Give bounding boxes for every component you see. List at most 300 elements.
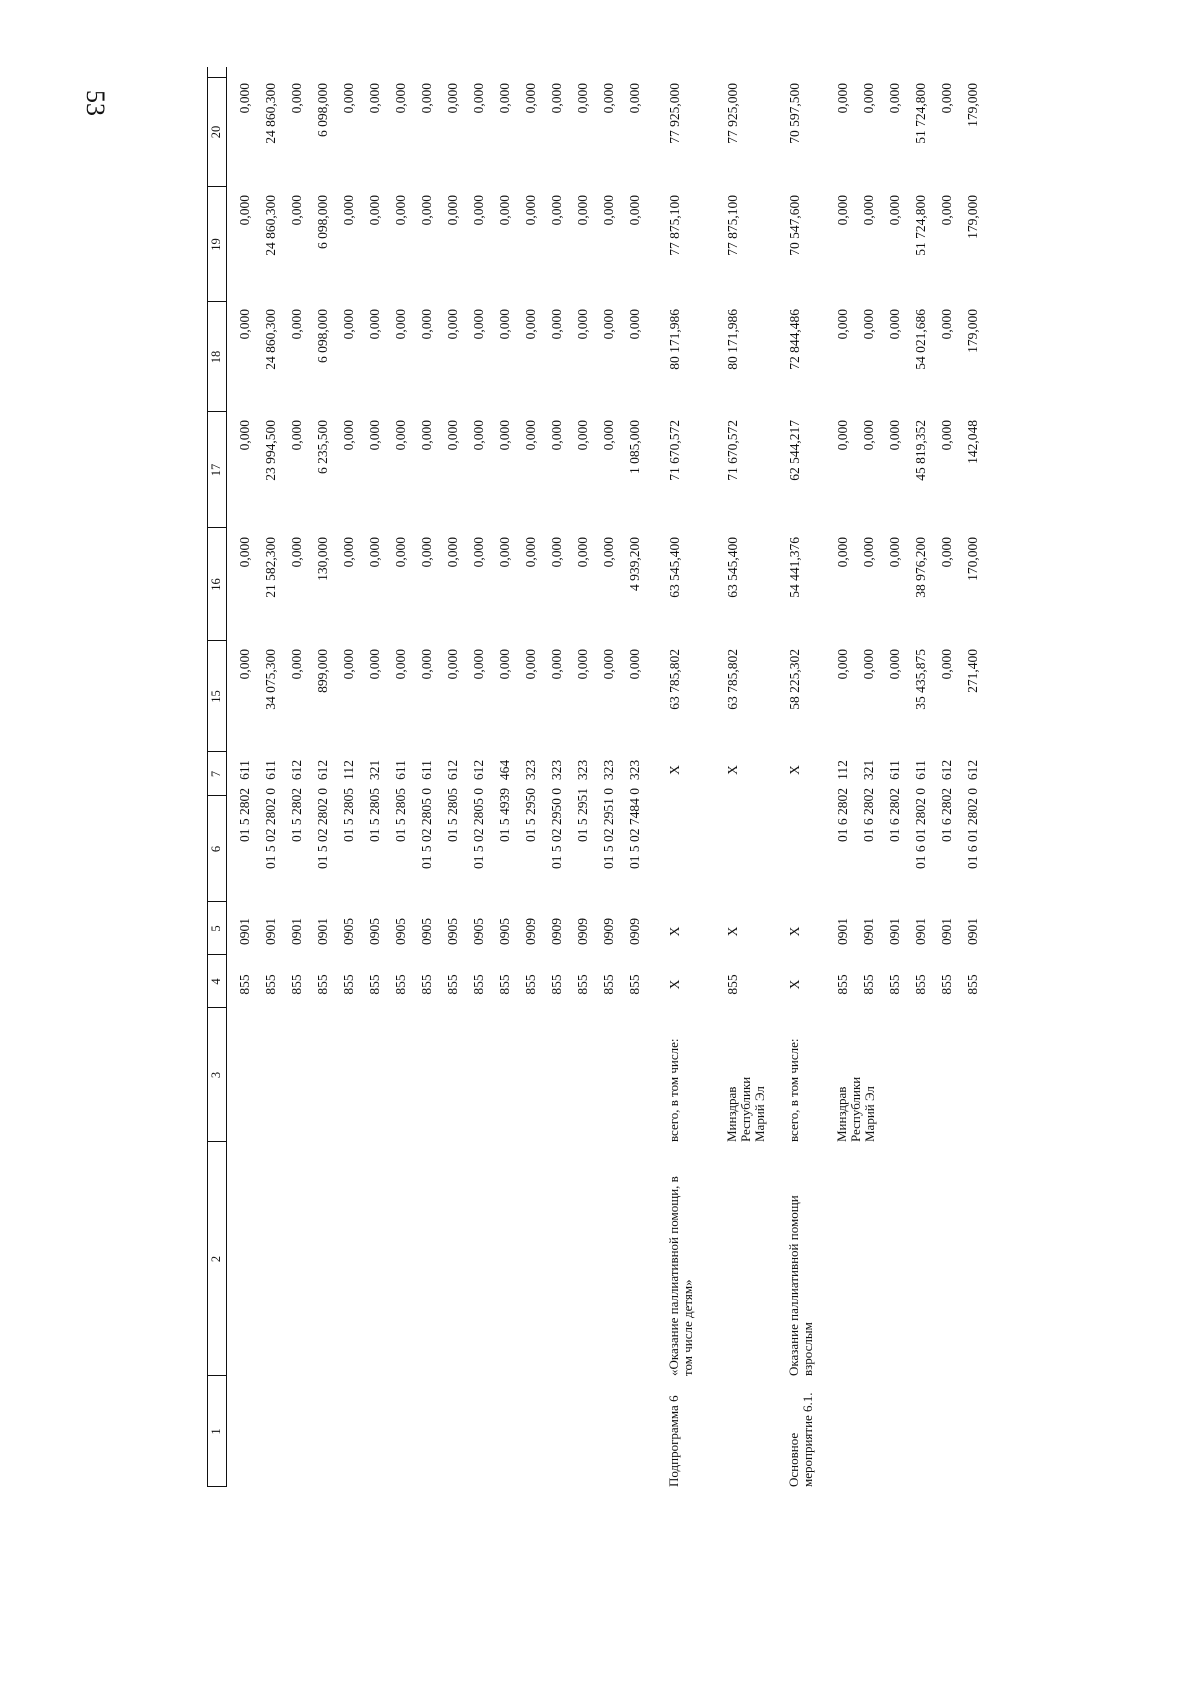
cell-c17: 1 085,000 [627,420,642,474]
cell-c18: 0,000 [939,309,954,340]
cell-c18: 6 098,000 [315,309,330,363]
cell-c15: 34 075,300 [263,649,278,710]
cell-c7: 611 [393,760,408,780]
cell-c15: 0,000 [471,649,486,680]
cell-c6: 01 5 02 2950 0 [549,788,564,869]
table-row [497,67,525,1487]
cell-c20: 0,000 [237,83,252,114]
column-divider [207,1007,227,1008]
cell-c6: 01 5 02 2951 0 [601,788,616,869]
cell-c18: 0,000 [887,309,902,340]
cell-c19: 0,000 [887,195,902,226]
cell-c20: 0,000 [835,83,850,114]
cell-c20: 0,000 [289,83,304,114]
table-row [393,67,421,1487]
column-divider [207,954,227,955]
cell-c5: 0905 [445,918,460,945]
cell-c5: 0901 [861,918,876,945]
cell-c18: 0,000 [445,309,460,340]
cell-c20: 0,000 [601,83,616,114]
cell-c17: 6 235,500 [315,420,330,474]
cell-c4: 855 [965,974,980,995]
cell-c19: 0,000 [289,195,304,226]
cell-c4: 855 [419,974,434,995]
cell-c19: 0,000 [861,195,876,226]
cell-c18: 0,000 [237,309,252,340]
cell-c5: 0905 [497,918,512,945]
cell-c4: 855 [725,974,740,995]
cell-c17: 0,000 [471,420,486,451]
cell-c17: 71 670,572 [667,420,682,481]
table-row [341,67,369,1487]
cell-c15: 0,000 [835,649,850,680]
cell-c4: 855 [393,974,408,995]
cell-c18: 0,000 [419,309,434,340]
cell-c19: 0,000 [393,195,408,226]
cell-c7: 611 [913,760,928,780]
cell-c20: 0,000 [523,83,538,114]
cell-c4: 855 [627,974,642,995]
cell-c15: 63 785,802 [667,649,682,710]
cell-c20: 51 724,800 [913,83,928,144]
cell-c7: 612 [471,759,486,781]
cell-c7: 323 [627,759,642,781]
cell-c18: 0,000 [549,309,564,340]
cell-c7: 112 [341,760,356,780]
cell-c4: 855 [237,974,252,995]
cell-c16: 0,000 [419,537,434,568]
page-number: 53 [81,90,110,116]
cell-c7: 323 [575,759,590,781]
table-row [237,67,265,1487]
cell-c6: 01 6 2802 [861,788,876,842]
column-divider [207,527,227,528]
cell-c4: Х [667,979,682,990]
cell-c4: 855 [913,974,928,995]
cell-c17: 23 994,500 [263,420,278,481]
subprogram-label: Подпрограмма 6 [666,1395,681,1487]
cell-c18: 72 844,486 [787,309,802,370]
cell-c15: 0,000 [341,649,356,680]
cell-c16: 0,000 [601,537,616,568]
cell-c17: 0,000 [835,420,850,451]
cell-c6: 01 5 2802 [289,788,304,842]
column-header-20: 20 [209,125,223,139]
cell-c5: Х [787,926,802,937]
cell-c4: 855 [523,974,538,995]
cell-c18: 0,000 [627,309,642,340]
table-row [725,67,785,1487]
cell-c15: 0,000 [289,649,304,680]
cell-c4: 855 [835,974,850,995]
cell-c17: 0,000 [887,420,902,451]
cell-c16: 0,000 [939,537,954,568]
cell-c16: 0,000 [471,537,486,568]
cell-c6: 01 5 02 2805 0 [419,788,434,869]
cell-c19: 0,000 [367,195,382,226]
cell-c5: 0909 [523,918,538,945]
table-row [419,67,447,1487]
cell-c16: 170,000 [965,537,980,581]
cell-c20: 0,000 [341,83,356,114]
cell-c16: 0,000 [835,537,850,568]
cell-c6: 01 5 02 7484 0 [627,788,642,869]
cell-c7: 612 [939,759,954,781]
cell-c7: 612 [289,759,304,781]
table-row [471,67,499,1487]
table-row [367,67,395,1487]
column-header-18: 18 [209,350,223,364]
cell-c19: 0,000 [939,195,954,226]
cell-c16: 0,000 [341,537,356,568]
cell-c19: 179,000 [965,195,980,239]
cell-c19: 0,000 [601,195,616,226]
cell-c4: 855 [445,974,460,995]
cell-c17: 0,000 [367,420,382,451]
column-header-4: 4 [209,978,223,985]
cell-c18: 0,000 [575,309,590,340]
cell-c19: 24 860,300 [263,195,278,256]
column-header-15: 15 [209,690,223,703]
cell-c7: 323 [601,759,616,781]
cell-c7: 321 [367,759,382,781]
cell-c17: 0,000 [393,420,408,451]
cell-c4: 855 [887,974,902,995]
table-row [263,67,291,1487]
cell-c7: Х [725,765,740,775]
cell-c19: 0,000 [549,195,564,226]
column-divider [207,901,227,902]
activity-name: Оказание паллиативной помощи взрослым [786,1195,815,1376]
cell-c20: 0,000 [887,83,902,114]
cell-c4: 855 [289,974,304,995]
column-header-17: 17 [209,463,223,477]
cell-c15: 0,000 [575,649,590,680]
cell-c5: 0901 [835,918,850,945]
cell-c4: 855 [315,974,330,995]
cell-c20: 0,000 [445,83,460,114]
cell-c16: 4 939,200 [627,537,642,591]
cell-c17: 71 670,572 [725,420,740,481]
cell-c15: 0,000 [393,649,408,680]
cell-c19: 70 547,600 [787,195,802,256]
table-row [549,67,577,1487]
cell-c19: 0,000 [627,195,642,226]
cell-c20: 0,000 [575,83,590,114]
cell-c6: 01 6 01 2802 0 [913,788,928,869]
column-divider [207,1486,227,1487]
cell-c15: 0,000 [887,649,902,680]
cell-c16: 54 441,376 [787,537,802,598]
cell-c16: 0,000 [523,537,538,568]
column-divider [207,301,227,302]
cell-c6: 01 6 2802 [887,788,902,842]
column-divider [207,1141,227,1142]
cell-c5: 0905 [393,918,408,945]
cell-c4: 855 [471,974,486,995]
cell-c5: 0901 [965,918,980,945]
cell-c6: 01 5 2950 [523,788,538,842]
table-row [965,67,993,1487]
cell-c17: 0,000 [341,420,356,451]
row-type-label: всего, в том числе: [786,1038,801,1142]
cell-c20: 0,000 [627,83,642,114]
cell-c15: 63 785,802 [725,649,740,710]
cell-c17: 45 819,352 [913,420,928,481]
cell-c17: 0,000 [939,420,954,451]
cell-c18: 179,000 [965,309,980,353]
cell-c16: 0,000 [237,537,252,568]
cell-c7: 611 [237,760,252,780]
cell-c5: 0905 [341,918,356,945]
cell-c15: 0,000 [549,649,564,680]
table-row [445,67,473,1487]
column-divider [207,751,227,752]
cell-c20: 24 860,300 [263,83,278,144]
cell-c15: 0,000 [419,649,434,680]
column-divider [207,795,227,796]
cell-c19: 0,000 [237,195,252,226]
responsible-label: Минздрав Республики Марий Эл [834,1076,877,1142]
table-row [575,67,603,1487]
cell-c7: 464 [497,759,512,781]
cell-c19: 6 098,000 [315,195,330,249]
cell-c18: 0,000 [393,309,408,340]
cell-c18: 24 860,300 [263,309,278,370]
cell-c5: 0901 [913,918,928,945]
table-header-rule [226,67,227,1487]
cell-c17: 0,000 [419,420,434,451]
cell-c6: 01 6 01 2802 0 [965,788,980,869]
activity-label: Основное мероприятие 6.1. [786,1392,815,1487]
cell-c20: 70 597,500 [787,83,802,144]
cell-c5: Х [667,926,682,937]
cell-c17: 142,048 [965,420,980,464]
cell-c18: 54 021,686 [913,309,928,370]
cell-c16: 63 545,400 [725,537,740,598]
table-row [667,67,727,1487]
cell-c19: 0,000 [575,195,590,226]
cell-c15: 0,000 [861,649,876,680]
cell-c17: 0,000 [601,420,616,451]
cell-c16: 21 582,300 [263,537,278,598]
cell-c6: 01 6 2802 [939,788,954,842]
cell-c15: 0,000 [627,649,642,680]
row-type-label: всего, в том числе: [666,1038,681,1142]
cell-c6: 01 5 2802 [237,788,252,842]
cell-c20: 0,000 [367,83,382,114]
cell-c6: 01 5 02 2805 0 [471,788,486,869]
table-row [861,67,889,1487]
cell-c4: 855 [341,974,356,995]
cell-c17: 62 544,217 [787,420,802,481]
cell-c17: 0,000 [445,420,460,451]
cell-c20: 0,000 [393,83,408,114]
cell-c19: 0,000 [835,195,850,226]
cell-c4: 855 [601,974,616,995]
cell-c4: 855 [263,974,278,995]
cell-c20: 0,000 [419,83,434,114]
cell-c19: 0,000 [497,195,512,226]
cell-c6: 01 5 2805 [341,788,356,842]
cell-c15: 35 435,875 [913,649,928,710]
cell-c18: 0,000 [289,309,304,340]
column-header-2: 2 [209,1255,223,1263]
cell-c15: 0,000 [939,649,954,680]
cell-c5: 0901 [263,918,278,945]
table-row [289,67,317,1487]
column-header-3: 3 [209,1071,223,1079]
cell-c18: 0,000 [341,309,356,340]
cell-c16: 0,000 [549,537,564,568]
cell-c6: 01 5 02 2802 0 [315,788,330,869]
cell-c6: 01 5 2805 [393,788,408,842]
cell-c18: 0,000 [601,309,616,340]
cell-c18: 0,000 [471,309,486,340]
cell-c7: 611 [419,760,434,780]
cell-c15: 0,000 [445,649,460,680]
table-row [913,67,941,1487]
cell-c5: Х [725,926,740,937]
column-header-6: 6 [209,845,223,853]
cell-c7: 112 [835,760,850,780]
table-row [887,67,915,1487]
cell-c18: 0,000 [861,309,876,340]
cell-c7: 612 [965,759,980,781]
cell-c15: 271,400 [965,649,980,693]
column-divider [207,411,227,412]
cell-c18: 0,000 [523,309,538,340]
cell-c17: 0,000 [289,420,304,451]
cell-c6: 01 5 2805 [367,788,382,842]
cell-c5: 0909 [549,918,564,945]
cell-c19: 0,000 [445,195,460,226]
cell-c15: 58 225,302 [787,649,802,710]
cell-c7: 321 [861,759,876,781]
table-row [627,67,655,1487]
cell-c18: 0,000 [497,309,512,340]
cell-c18: 0,000 [835,309,850,340]
cell-c4: 855 [367,974,382,995]
cell-c16: 0,000 [289,537,304,568]
cell-c5: 0905 [367,918,382,945]
cell-c15: 0,000 [601,649,616,680]
cell-c19: 0,000 [419,195,434,226]
cell-c20: 0,000 [549,83,564,114]
cell-c5: 0901 [939,918,954,945]
cell-c16: 38 976,200 [913,537,928,598]
cell-c5: 0901 [887,918,902,945]
cell-c5: 0909 [575,918,590,945]
cell-c20: 0,000 [471,83,486,114]
cell-c15: 0,000 [237,649,252,680]
cell-c19: 0,000 [341,195,356,226]
cell-c7: 323 [549,759,564,781]
cell-c6: 01 5 4939 [497,788,512,842]
cell-c16: 0,000 [861,537,876,568]
cell-c16: 0,000 [393,537,408,568]
table-row [601,67,629,1487]
cell-c7: 323 [523,759,538,781]
column-header-5: 5 [209,925,223,932]
table-row [939,67,967,1487]
column-divider [207,1375,227,1376]
cell-c19: 77 875,100 [667,195,682,256]
cell-c7: 611 [263,760,278,780]
cell-c7: Х [667,765,682,775]
cell-c19: 0,000 [471,195,486,226]
column-divider [207,77,227,78]
cell-c4: 855 [497,974,512,995]
cell-c6: 01 5 2951 [575,788,590,842]
cell-c4: 855 [939,974,954,995]
cell-c16: 130,000 [315,537,330,581]
cell-c16: 0,000 [497,537,512,568]
column-header-1: 1 [209,1428,223,1435]
cell-c5: 0909 [601,918,616,945]
cell-c15: 0,000 [523,649,538,680]
cell-c5: 0909 [627,918,642,945]
cell-c20: 0,000 [939,83,954,114]
cell-c4: 855 [549,974,564,995]
cell-c5: 0901 [315,918,330,945]
cell-c4: 855 [861,974,876,995]
cell-c5: 0905 [419,918,434,945]
cell-c7: 612 [445,759,460,781]
cell-c6: 01 6 2802 [835,788,850,842]
cell-c20: 179,000 [965,83,980,127]
cell-c17: 0,000 [497,420,512,451]
column-header-7: 7 [209,770,223,778]
cell-c19: 77 875,100 [725,195,740,256]
cell-c16: 0,000 [575,537,590,568]
table-row [315,67,343,1487]
column-divider [207,640,227,641]
cell-c17: 0,000 [549,420,564,451]
cell-c4: Х [787,979,802,990]
cell-c5: 0901 [289,918,304,945]
budget-table [207,77,1047,1487]
column-header-16: 16 [209,578,223,591]
cell-c6: 01 5 02 2802 0 [263,788,278,869]
table-row [523,67,551,1487]
cell-c15: 0,000 [367,649,382,680]
cell-c7: Х [787,765,802,775]
cell-c17: 0,000 [575,420,590,451]
cell-c5: 0901 [237,918,252,945]
column-header-19: 19 [209,238,223,251]
cell-c15: 0,000 [497,649,512,680]
cell-c18: 80 171,986 [667,309,682,370]
column-divider [207,186,227,187]
cell-c16: 0,000 [367,537,382,568]
cell-c6: 01 5 2805 [445,788,460,842]
cell-c20: 77 925,000 [725,83,740,144]
cell-c15: 899,000 [315,649,330,693]
cell-c7: 612 [315,759,330,781]
cell-c5: 0905 [471,918,486,945]
cell-c17: 0,000 [237,420,252,451]
cell-c18: 0,000 [367,309,382,340]
subprogram-name: «Оказание паллиативной помощи, в том числе детям» [666,1176,695,1376]
cell-c20: 6 098,000 [315,83,330,137]
cell-c20: 77 925,000 [667,83,682,144]
cell-c17: 0,000 [861,420,876,451]
cell-c4: 855 [575,974,590,995]
cell-c16: 63 545,400 [667,537,682,598]
cell-c16: 0,000 [445,537,460,568]
responsible-label: Минздрав Республики Марий Эл [724,1076,767,1142]
